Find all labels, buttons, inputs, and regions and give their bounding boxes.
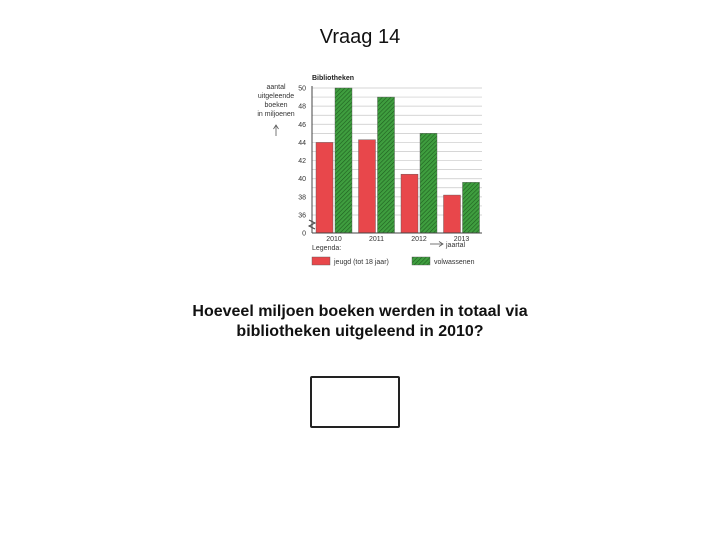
y-axis-label: boeken (264, 102, 288, 109)
legend-label: jeugd (tot 18 jaar) (334, 259, 389, 266)
legend-label: volwassenen (434, 259, 475, 266)
legend-title: Legenda: (312, 245, 342, 252)
y-tick-label: 46 (298, 121, 306, 129)
y-tick-label: 36 (298, 212, 306, 220)
y-axis-label: in miljoenen (257, 111, 295, 118)
y-tick-label: 42 (298, 158, 306, 166)
y-tick-label: 50 (298, 85, 306, 93)
x-tick-label: 2010 (326, 236, 342, 243)
legend-swatch (312, 257, 330, 265)
chart-svg (246, 72, 492, 270)
legend-swatch (412, 257, 430, 265)
bar (359, 140, 376, 233)
y-tick-label: 0 (302, 230, 306, 238)
y-axis-label: aantal (266, 84, 286, 91)
x-tick-label: 2013 (453, 236, 470, 243)
bar (444, 195, 461, 233)
y-tick-label: 40 (298, 176, 306, 184)
bar-chart (246, 72, 492, 270)
bar (420, 133, 437, 233)
chart-title: Bibliotheken (312, 75, 355, 82)
y-tick-label: 44 (298, 139, 306, 147)
x-axis-label: jaartal (446, 242, 466, 249)
x-tick-label: 2011 (368, 236, 385, 243)
question-text: Hoeveel miljoen boeken werden in totaal via bibliotheken uitgeleend in 2010? (192, 303, 528, 340)
bar (378, 97, 395, 233)
y-axis-label: uitgeleende (257, 93, 295, 100)
x-tick-label: 2012 (411, 236, 427, 243)
axis-break (309, 220, 315, 229)
y-tick-label: 48 (298, 103, 306, 111)
answer-box[interactable] (310, 376, 400, 428)
bar (335, 88, 352, 233)
bar (463, 182, 480, 233)
y-tick-label: 38 (298, 194, 306, 202)
bar (316, 142, 333, 233)
slide-title: Vraag 14 (319, 26, 401, 48)
bar (401, 174, 418, 233)
